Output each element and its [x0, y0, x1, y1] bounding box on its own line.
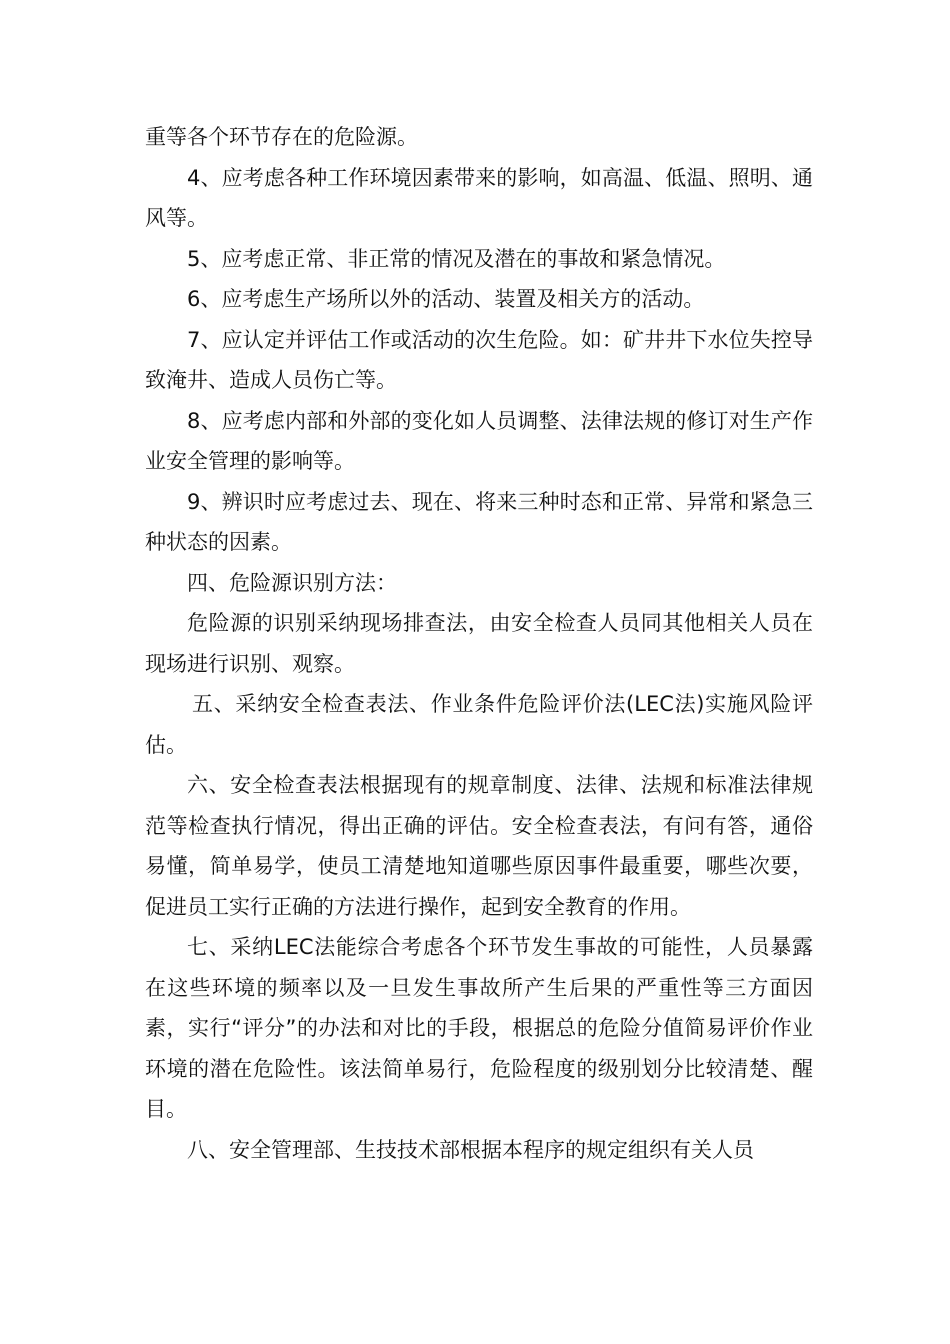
paragraph-item-8: 8、应考虑内部和外部的变化如人员调整、法律法规的修订对生产作业安全管理的影响等。	[145, 408, 813, 473]
section-6: 六、安全检查表法根据现有的规章制度、法律、法规和标准法律规范等检查执行情况，得出正确的评估。安全检查表法，有问有答，通俗易懂，简单易学，使员工清楚地知道哪些原因事件最重要，哪些次要，促进员工实行正确的方法进行操作，起到安全教育的作用。	[145, 773, 813, 919]
section-7: 七、采纳LEC法能综合考虑各个环节发生事故的可能性，人员暴露在这些环境的频率以及一旦发生事故所产生后果的严重性等三方面因素，实行“评分”的办法和对比的手段，根据总的危险分值简易评价作业环境的潜在危险性。该法简单易行，危险程度的级别划分比较清楚、醒目。	[145, 935, 813, 1121]
paragraph-item-7: 7、应认定并评估工作或活动的次生危险。如：矿井井下水位失控导致淹井、造成人员伤亡等。	[145, 327, 813, 392]
document-body	[145, 117, 813, 1170]
paragraph-item-4: 4、应考虑各种工作环境因素带来的影响，如高温、低温、照明、通风等。	[145, 165, 813, 230]
section-5: 五、采纳安全检查表法、作业条件危险评价法(LEC法)实施风险评估。	[145, 692, 813, 757]
section-heading-4: 四、危险源识别方法：	[187, 570, 397, 595]
paragraph-item-9: 9、辨识时应考虑过去、现在、将来三种时态和正常、异常和紧急三种状态的因素。	[145, 489, 813, 554]
paragraph-item-6: 6、应考虑生产场所以外的活动、装置及相关方的活动。	[187, 287, 705, 311]
paragraph-continuation: 重等各个环节存在的危险源。	[145, 125, 418, 149]
paragraph-item-5: 5、应考虑正常、非正常的情况及潜在的事故和紧急情况。	[187, 246, 726, 271]
paragraph-identification-method: 危险源的识别采纳现场排查法，由安全检查人员同其他相关人员在现场进行识别、观察。	[145, 611, 813, 676]
section-8: 八、安全管理部、生技技术部根据本程序的规定组织有关人员	[187, 1137, 754, 1162]
